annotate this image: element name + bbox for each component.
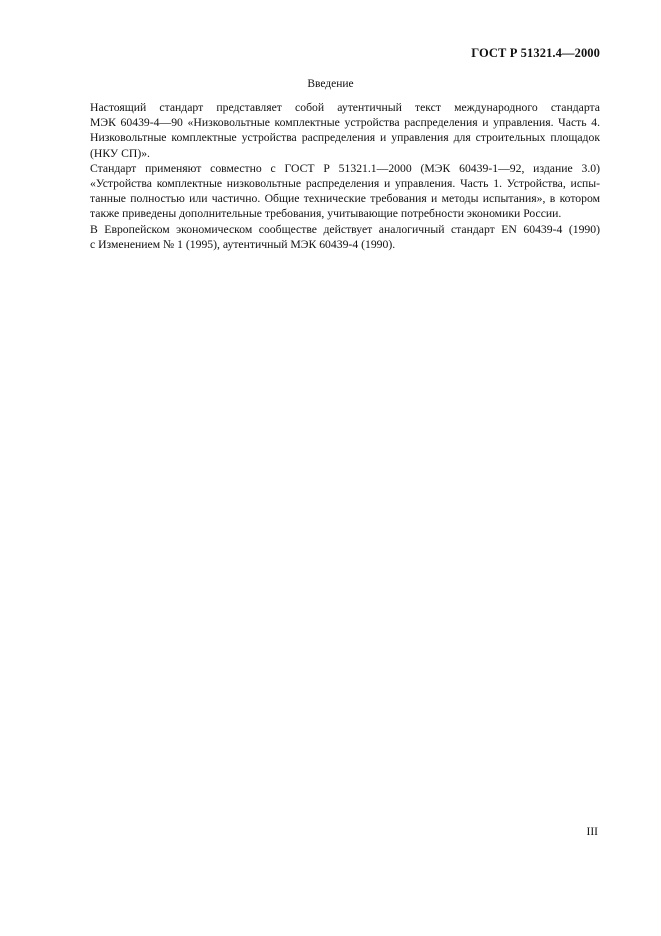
text-line: (НКУ СП)».: [90, 146, 150, 160]
text-line: В Европейском экономическом сообществе действует аналогичный стандарт EN 60439-4 (1990): [90, 222, 600, 236]
text-line: танные полностью или частично. Общие технические требования и методы испытания», в котором: [90, 192, 600, 206]
text-line: Стандарт применяют совместно с ГОСТ Р 51321.1—2000 (МЭК 60439-1—92, издание 3.0): [90, 161, 600, 175]
text-line: Настоящий стандарт представляет собой аутентичный текст международного стандарта: [90, 101, 600, 114]
paragraph-1: [61, 100, 600, 161]
text-line: с Изменением № 1 (1995), аутентичный МЭК 60439-4 (1990).: [90, 237, 396, 251]
text-line: МЭК 60439-4—90 «Низковольтные комплектные устройства распределения и управления. Часть 4.: [90, 116, 600, 130]
text-line: также приведены дополнительные требования, учитывающие потребности экономики России.: [90, 207, 562, 221]
text-line: Низковольтные комплектные устройства распределения и управления для строительных площадок: [90, 131, 600, 145]
paragraph-2: [61, 161, 600, 222]
paragraph-3: [61, 222, 600, 252]
text-line: «Устройства комплектные низковольтные распределения и управления. Часть 1. Устройства, испы-: [90, 177, 600, 191]
page-number: III: [586, 826, 598, 838]
page-header-standard-code: ГОСТ Р 51321.4—2000: [471, 46, 600, 60]
section-title: Введение: [307, 78, 354, 90]
body-text: [61, 100, 600, 252]
